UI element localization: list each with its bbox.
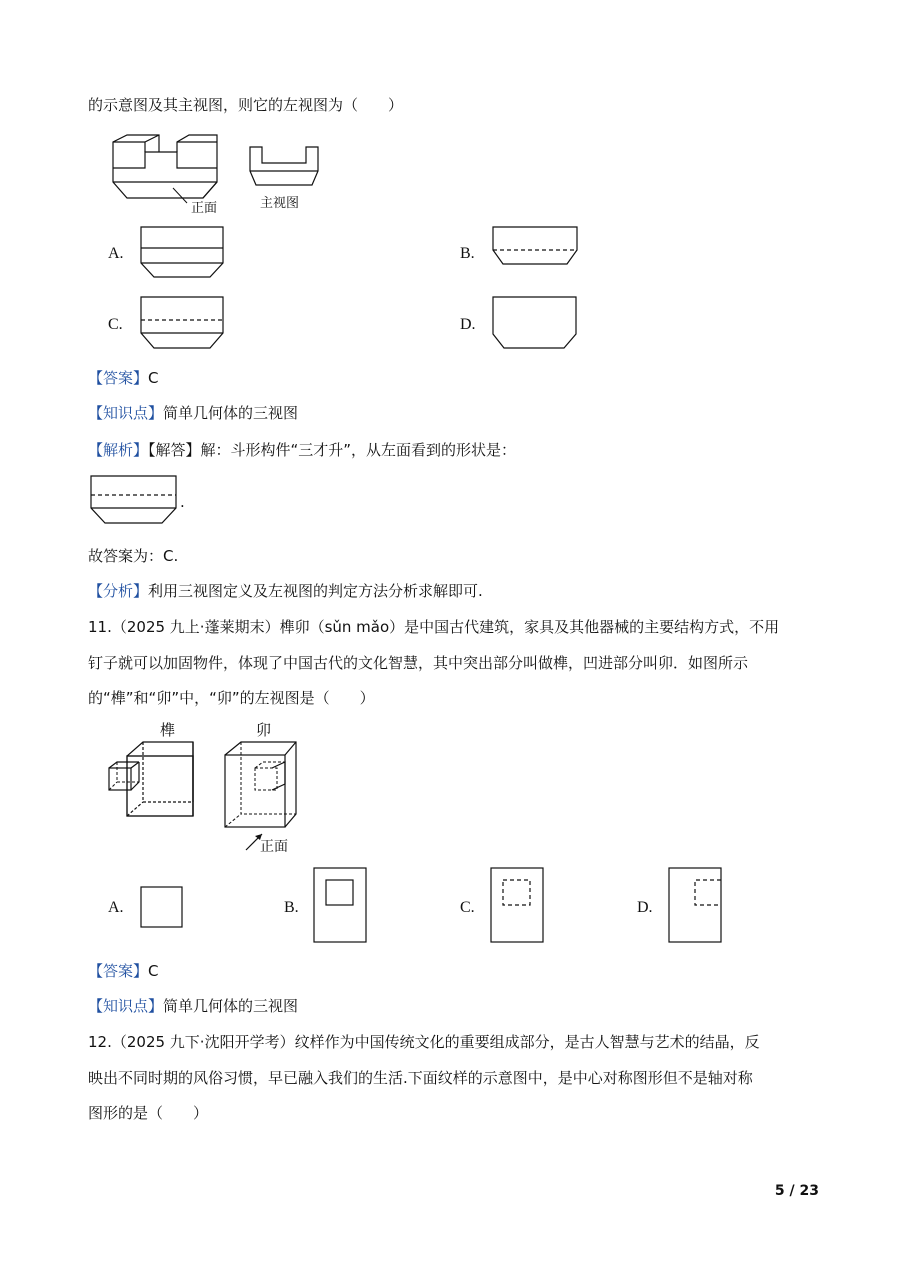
fenxi-tag: 【分析】 (88, 582, 149, 600)
q10-option-a-label: A. (108, 245, 124, 262)
q10-front-label: 正面 (191, 201, 218, 216)
q11-option-b-figure (313, 867, 369, 945)
q11-option-d-label: D. (637, 899, 653, 916)
q11-answer-line (88, 961, 159, 981)
q10-option-d-figure (492, 296, 582, 352)
q10-option-b-label: B. (460, 245, 475, 262)
q10-option-d-label: D. (460, 316, 476, 333)
q12-stem-line-1: 12.（2025 九下·沈阳开学考）纹样作为中国传统文化的重要组成部分，是古人智慧与艺术的结晶，反 (88, 1033, 760, 1051)
q10-main-view-label: 主视图 (260, 196, 300, 211)
q10-option-c-label: C. (108, 316, 123, 333)
knowledge-tag: 【知识点】 (88, 997, 164, 1015)
q10-knowledge: 简单几何体的三视图 (163, 404, 299, 422)
q11-tenon-figure (105, 718, 205, 823)
q10-answer-line (88, 368, 159, 388)
q11-tenon-label: 榫 (160, 721, 176, 739)
q11-front-label: 正面 (260, 839, 288, 855)
q10-answer: C (148, 369, 159, 387)
knowledge-tag: 【知识点】 (88, 404, 164, 422)
q12-stem-line-2: 映出不同时期的风俗习惯，早已融入我们的生活.下面纹样的示意图中，是中心对称图形但不是轴对称 (88, 1069, 753, 1087)
q10-solution-figure (90, 475, 182, 527)
q10-figure-period: . (180, 493, 185, 511)
q11-answer: C (148, 962, 159, 980)
q10-fenxi: 利用三视图定义及左视图的判定方法分析求解即可. (148, 582, 483, 600)
q11-knowledge: 简单几何体的三视图 (163, 997, 299, 1015)
q10-fenxi-line (88, 581, 483, 601)
q11-stem-line-2: 钉子就可以加固物件，体现了中国古代的文化智慧，其中突出部分叫做榫，凹进部分叫卯．如图所示 (88, 654, 749, 672)
q11-option-b-label: B. (284, 899, 299, 916)
q11-option-a-figure (140, 886, 184, 930)
q11-knowledge-line (88, 996, 298, 1016)
q10-option-b-figure (492, 226, 582, 280)
answer-tag: 【答案】 (88, 369, 149, 387)
q11-mortise-label: 卯 (256, 721, 272, 739)
q11-stem-line-3: 的“榫”和“卯”中，“卯”的左视图是（ ） (88, 689, 375, 707)
q11-option-d-figure (668, 867, 724, 945)
q10-knowledge-line (88, 403, 298, 423)
q10-option-a-figure (140, 226, 226, 280)
q11-mortise-figure (220, 718, 310, 858)
q10-analysis-line (88, 440, 516, 460)
q10-option-c-figure (140, 296, 226, 352)
q10-main-view-figure (248, 145, 328, 215)
q11-stem-line-1: 11.（2025 九上·蓬莱期末）榫卯（sǔn mǎo）是中国古代建筑，家具及其他器械的主要结构方式，不用 (88, 618, 780, 636)
q11-option-a-label: A. (108, 899, 124, 916)
answer-tag: 【答案】 (88, 962, 149, 980)
q10-analysis: 【解答】解：斗形构件“三才升”，从左面看到的形状是： (148, 441, 517, 459)
q10-conclusion: 故答案为：C. (88, 547, 179, 565)
analysis-tag: 【解析】 (88, 441, 149, 459)
q11-option-c-label: C. (460, 899, 475, 916)
q11-option-c-figure (490, 867, 546, 945)
page-number: 5 / 23 (774, 1183, 819, 1199)
q12-stem-line-3: 图形的是（ ） (88, 1104, 209, 1122)
q10-intro: 的示意图及其主视图，则它的左视图为（ ） (88, 96, 404, 114)
q10-solid-figure (105, 130, 245, 220)
